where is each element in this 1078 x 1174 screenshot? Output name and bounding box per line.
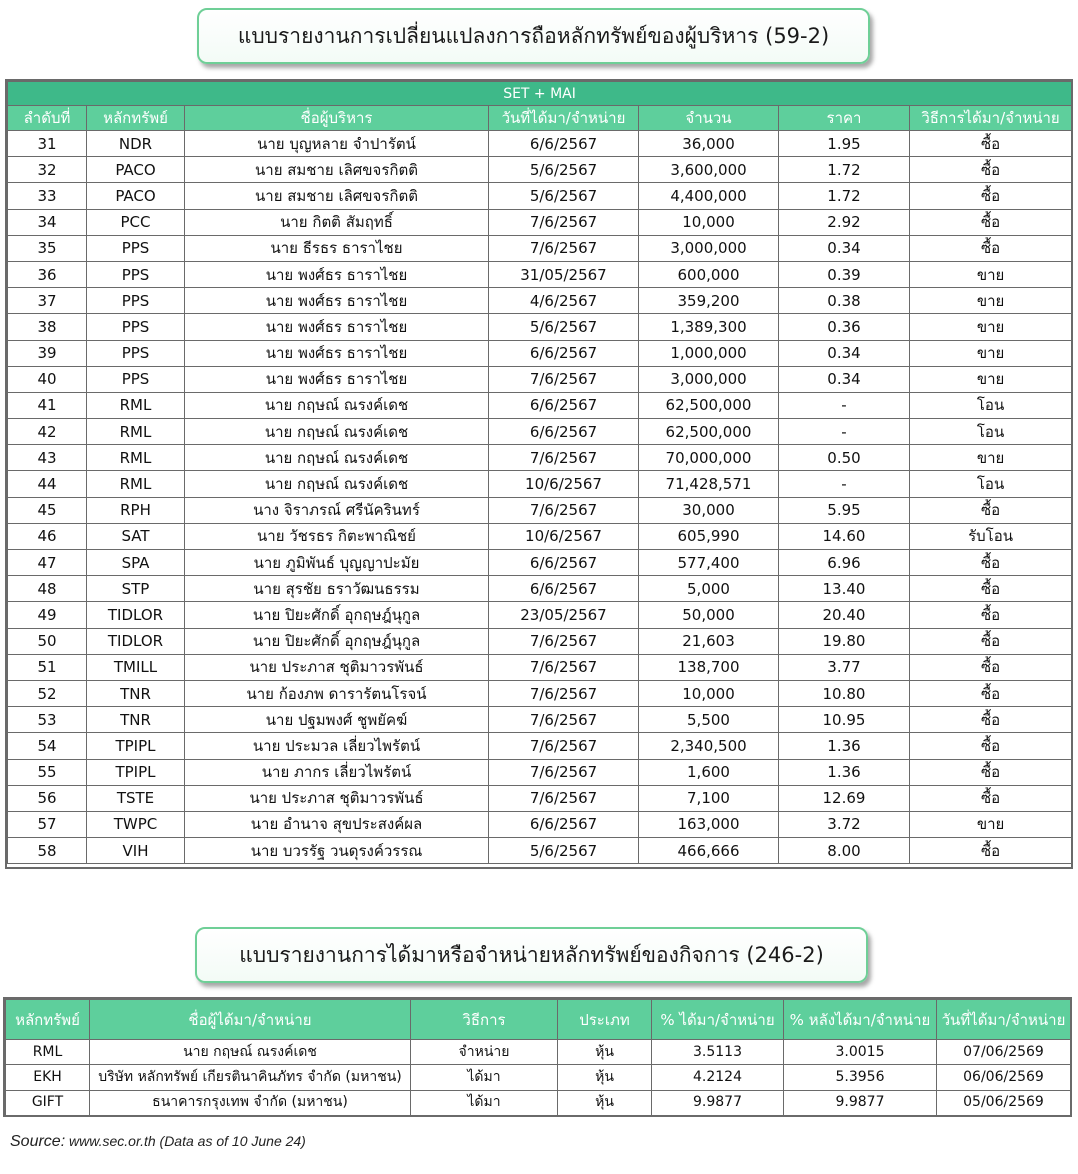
table-row xyxy=(8,471,1072,497)
cell-price: 3.72 xyxy=(779,811,910,837)
cell-security: EKH xyxy=(6,1065,90,1090)
cell-date: 7/6/2567 xyxy=(489,680,639,706)
cell-no: 46 xyxy=(8,523,87,549)
column-header-no: ลำดับที่ xyxy=(8,106,87,131)
cell-security: SAT xyxy=(87,523,185,549)
cell-date: 6/6/2567 xyxy=(489,576,639,602)
cell-security: TNR xyxy=(87,680,185,706)
column-header-executive-name: ชื่อผู้บริหาร xyxy=(185,106,489,131)
cell-date: 5/6/2567 xyxy=(489,838,639,864)
cell-pct-acquired: 9.9877 xyxy=(652,1090,784,1115)
cell-method: ซื้อ xyxy=(910,550,1072,576)
cell-amount: 62,500,000 xyxy=(639,392,779,418)
cell-date: 7/6/2567 xyxy=(489,785,639,811)
cell-method: โอน xyxy=(910,471,1072,497)
cell-price: 1.72 xyxy=(779,157,910,183)
column-header-acquirer-name: ชื่อผู้ได้มา/จำหน่าย xyxy=(90,1000,411,1040)
cell-price: 0.34 xyxy=(779,366,910,392)
cell-executive-name: นาย ปิยะศักดิ์ อุกฤษฎ์นุกูล xyxy=(185,628,489,654)
cell-amount: 466,666 xyxy=(639,838,779,864)
cell-executive-name: นาย สมชาย เลิศขจรกิตติ xyxy=(185,157,489,183)
cell-no: 40 xyxy=(8,366,87,392)
cell-executive-name: นาย กฤษณ์ ณรงค์เดช xyxy=(185,419,489,445)
cell-no: 39 xyxy=(8,340,87,366)
column-header-pct-acquired: % ได้มา/จำหน่าย xyxy=(652,1000,784,1040)
cell-amount: 3,600,000 xyxy=(639,157,779,183)
executive-holdings-table-frame xyxy=(5,79,1073,869)
column-header-date: วันที่ได้มา/จำหน่าย xyxy=(489,106,639,131)
cell-method: ซื้อ xyxy=(910,628,1072,654)
cell-security: RML xyxy=(87,419,185,445)
cell-pct-acquired: 3.5113 xyxy=(652,1040,784,1065)
cell-security: TPIPL xyxy=(87,733,185,759)
cell-method: ซื้อ xyxy=(910,602,1072,628)
cell-no: 55 xyxy=(8,759,87,785)
cell-amount: 2,340,500 xyxy=(639,733,779,759)
cell-amount: 600,000 xyxy=(639,261,779,287)
cell-amount: 5,000 xyxy=(639,576,779,602)
cell-no: 44 xyxy=(8,471,87,497)
cell-method: ซื้อ xyxy=(910,680,1072,706)
column-header-method: วิธีการได้มา/จำหน่าย xyxy=(910,106,1072,131)
cell-no: 32 xyxy=(8,157,87,183)
cell-no: 31 xyxy=(8,131,87,157)
cell-amount: 62,500,000 xyxy=(639,419,779,445)
cell-security: RML xyxy=(87,471,185,497)
table-row xyxy=(8,759,1072,785)
cell-date: 6/6/2567 xyxy=(489,811,639,837)
cell-method: ได้มา xyxy=(411,1090,558,1115)
cell-security: RML xyxy=(6,1040,90,1065)
table-row xyxy=(8,838,1072,864)
cell-security: PCC xyxy=(87,209,185,235)
cell-method: รับโอน xyxy=(910,523,1072,549)
cell-date: 31/05/2567 xyxy=(489,261,639,287)
cell-security: TSTE xyxy=(87,785,185,811)
cell-security: GIFT xyxy=(6,1090,90,1115)
cell-no: 41 xyxy=(8,392,87,418)
cell-method: ซื้อ xyxy=(910,654,1072,680)
cell-amount: 7,100 xyxy=(639,785,779,811)
cell-date: 7/6/2567 xyxy=(489,654,639,680)
cell-amount: 163,000 xyxy=(639,811,779,837)
cell-security: PACO xyxy=(87,157,185,183)
cell-method: โอน xyxy=(910,419,1072,445)
column-header-date: วันที่ได้มา/จำหน่าย xyxy=(937,1000,1071,1040)
cell-amount: 71,428,571 xyxy=(639,471,779,497)
cell-executive-name: นาย พงศ์ธร ธาราไชย xyxy=(185,314,489,340)
cell-date: 6/6/2567 xyxy=(489,131,639,157)
cell-executive-name: นาย กฤษณ์ ณรงค์เดช xyxy=(185,445,489,471)
cell-security: TMILL xyxy=(87,654,185,680)
table-row xyxy=(8,654,1072,680)
cell-price: - xyxy=(779,471,910,497)
cell-no: 47 xyxy=(8,550,87,576)
cell-no: 57 xyxy=(8,811,87,837)
cell-method: ขาย xyxy=(910,288,1072,314)
cell-executive-name: นาย ประมวล เลี่ยวไพรัตน์ xyxy=(185,733,489,759)
cell-method: ซื้อ xyxy=(910,576,1072,602)
cell-date: 7/6/2567 xyxy=(489,497,639,523)
cell-method: ซื้อ xyxy=(910,707,1072,733)
report-title-59-2: แบบรายงานการเปลี่ยนแปลงการถือหลักทรัพย์ของผู้บริหาร (59-2) xyxy=(197,8,870,64)
cell-executive-name: นาย ปฐมพงศ์ ชูพยัคฆ์ xyxy=(185,707,489,733)
cell-price: 19.80 xyxy=(779,628,910,654)
cell-security: STP xyxy=(87,576,185,602)
cell-date: 7/6/2567 xyxy=(489,366,639,392)
cell-amount: 30,000 xyxy=(639,497,779,523)
cell-security: PPS xyxy=(87,288,185,314)
table-row xyxy=(8,366,1072,392)
column-header-amount: จำนวน xyxy=(639,106,779,131)
cell-price: 12.69 xyxy=(779,785,910,811)
cell-price: 13.40 xyxy=(779,576,910,602)
cell-date: 6/6/2567 xyxy=(489,419,639,445)
cell-method: ขาย xyxy=(910,314,1072,340)
cell-executive-name: นาย ภูมิพันธ์ บุญญาปะมัย xyxy=(185,550,489,576)
cell-price: - xyxy=(779,419,910,445)
cell-acquirer-name: ธนาคารกรุงเทพ จำกัด (มหาชน) xyxy=(90,1090,411,1115)
cell-executive-name: นาย พงศ์ธร ธาราไชย xyxy=(185,366,489,392)
cell-price: 0.36 xyxy=(779,314,910,340)
table-row xyxy=(8,288,1072,314)
cell-acquirer-name: บริษัท หลักทรัพย์ เกียรตินาคินภัทร จำกัด (มหาชน) xyxy=(90,1065,411,1090)
cell-security: TPIPL xyxy=(87,759,185,785)
cell-date: 6/6/2567 xyxy=(489,550,639,576)
cell-price: 10.95 xyxy=(779,707,910,733)
cell-no: 45 xyxy=(8,497,87,523)
column-header-type: ประเภท xyxy=(558,1000,652,1040)
cell-price: 0.38 xyxy=(779,288,910,314)
cell-executive-name: นาย ภากร เลี่ยวไพรัตน์ xyxy=(185,759,489,785)
table-row xyxy=(8,811,1072,837)
cell-executive-name: นาย กิตติ สัมฤทธิ์ xyxy=(185,209,489,235)
cell-no: 48 xyxy=(8,576,87,602)
cell-executive-name: นาง จิราภรณ์ ศรีนัครินทร์ xyxy=(185,497,489,523)
cell-amount: 605,990 xyxy=(639,523,779,549)
cell-price: 2.92 xyxy=(779,209,910,235)
table-row xyxy=(8,445,1072,471)
table-row xyxy=(8,340,1072,366)
cell-no: 51 xyxy=(8,654,87,680)
table-row xyxy=(8,576,1072,602)
table-row xyxy=(6,1090,1071,1115)
cell-executive-name: นาย พงศ์ธร ธาราไชย xyxy=(185,261,489,287)
cell-date: 7/6/2567 xyxy=(489,209,639,235)
table-row xyxy=(6,1065,1071,1090)
table-row xyxy=(8,707,1072,733)
cell-method: ได้มา xyxy=(411,1065,558,1090)
cell-executive-name: นาย บุญหลาย จำปารัตน์ xyxy=(185,131,489,157)
cell-method: ซื้อ xyxy=(910,235,1072,261)
cell-date: 5/6/2567 xyxy=(489,157,639,183)
source-note xyxy=(10,1133,306,1151)
cell-amount: 10,000 xyxy=(639,680,779,706)
table-row xyxy=(8,157,1072,183)
cell-method: ซื้อ xyxy=(910,209,1072,235)
cell-date: 7/6/2567 xyxy=(489,445,639,471)
cell-date: 5/6/2567 xyxy=(489,314,639,340)
cell-method: โอน xyxy=(910,392,1072,418)
cell-no: 54 xyxy=(8,733,87,759)
cell-executive-name: นาย บวรรัฐ วนดุรงค์วรรณ xyxy=(185,838,489,864)
table-row xyxy=(8,628,1072,654)
table-row xyxy=(8,261,1072,287)
cell-amount: 1,600 xyxy=(639,759,779,785)
cell-method: ซื้อ xyxy=(910,759,1072,785)
table-row xyxy=(6,1040,1071,1065)
cell-executive-name: นาย กฤษณ์ ณรงค์เดช xyxy=(185,471,489,497)
column-header-price: ราคา xyxy=(779,106,910,131)
cell-method: ขาย xyxy=(910,366,1072,392)
cell-price: 10.80 xyxy=(779,680,910,706)
cell-price: 14.60 xyxy=(779,523,910,549)
table-row xyxy=(8,602,1072,628)
cell-security: NDR xyxy=(87,131,185,157)
cell-security: TNR xyxy=(87,707,185,733)
cell-no: 33 xyxy=(8,183,87,209)
cell-price: 1.36 xyxy=(779,733,910,759)
cell-no: 34 xyxy=(8,209,87,235)
table-row xyxy=(8,680,1072,706)
cell-date: 4/6/2567 xyxy=(489,288,639,314)
cell-no: 42 xyxy=(8,419,87,445)
cell-security: PPS xyxy=(87,366,185,392)
company-acquisition-table xyxy=(5,999,1071,1116)
cell-method: ซื้อ xyxy=(910,497,1072,523)
cell-no: 50 xyxy=(8,628,87,654)
cell-security: TIDLOR xyxy=(87,628,185,654)
cell-no: 49 xyxy=(8,602,87,628)
cell-no: 52 xyxy=(8,680,87,706)
cell-no: 53 xyxy=(8,707,87,733)
company-acquisition-table-frame xyxy=(3,997,1072,1117)
cell-price: 5.95 xyxy=(779,497,910,523)
cell-price: 0.39 xyxy=(779,261,910,287)
cell-security: RML xyxy=(87,445,185,471)
cell-no: 36 xyxy=(8,261,87,287)
executive-holdings-table xyxy=(7,81,1072,864)
cell-date: 7/6/2567 xyxy=(489,235,639,261)
cell-executive-name: นาย กฤษณ์ ณรงค์เดช xyxy=(185,392,489,418)
cell-executive-name: นาย อำนาจ สุขประสงค์ผล xyxy=(185,811,489,837)
cell-executive-name: นาย พงศ์ธร ธาราไชย xyxy=(185,340,489,366)
cell-security: RML xyxy=(87,392,185,418)
cell-amount: 50,000 xyxy=(639,602,779,628)
cell-price: - xyxy=(779,392,910,418)
cell-date: 10/6/2567 xyxy=(489,471,639,497)
cell-security: SPA xyxy=(87,550,185,576)
cell-executive-name: นาย สมชาย เลิศขจรกิตติ xyxy=(185,183,489,209)
cell-amount: 1,000,000 xyxy=(639,340,779,366)
cell-amount: 36,000 xyxy=(639,131,779,157)
cell-no: 58 xyxy=(8,838,87,864)
cell-price: 3.77 xyxy=(779,654,910,680)
cell-no: 56 xyxy=(8,785,87,811)
cell-executive-name: นาย ปิยะศักดิ์ อุกฤษฎ์นุกูล xyxy=(185,602,489,628)
cell-method: ซื้อ xyxy=(910,131,1072,157)
cell-amount: 21,603 xyxy=(639,628,779,654)
column-header-pct-after: % หลังได้มา/จำหน่าย xyxy=(784,1000,937,1040)
table-row xyxy=(8,419,1072,445)
table-row xyxy=(8,209,1072,235)
cell-executive-name: นาย พงศ์ธร ธาราไชย xyxy=(185,288,489,314)
cell-date: 23/05/2567 xyxy=(489,602,639,628)
column-header-security: หลักทรัพย์ xyxy=(87,106,185,131)
cell-amount: 5,500 xyxy=(639,707,779,733)
cell-acquirer-name: นาย กฤษณ์ ณรงค์เดช xyxy=(90,1040,411,1065)
cell-security: TWPC xyxy=(87,811,185,837)
cell-date: 6/6/2567 xyxy=(489,340,639,366)
table-row xyxy=(8,523,1072,549)
table-row xyxy=(8,235,1072,261)
cell-amount: 10,000 xyxy=(639,209,779,235)
table-row xyxy=(8,497,1072,523)
cell-amount: 3,000,000 xyxy=(639,235,779,261)
cell-price: 20.40 xyxy=(779,602,910,628)
cell-price: 0.50 xyxy=(779,445,910,471)
table-row xyxy=(8,785,1072,811)
source-text: www.sec.or.th (Data as of 10 June 24) xyxy=(69,1133,306,1149)
cell-date: 5/6/2567 xyxy=(489,183,639,209)
cell-date: 07/06/2569 xyxy=(937,1040,1071,1065)
cell-date: 7/6/2567 xyxy=(489,628,639,654)
cell-method: ขาย xyxy=(910,261,1072,287)
cell-no: 38 xyxy=(8,314,87,340)
cell-executive-name: นาย ประภาส ชุติมาวรพันธ์ xyxy=(185,785,489,811)
market-band: SET + MAI xyxy=(8,82,1072,106)
cell-pct-after: 3.0015 xyxy=(784,1040,937,1065)
table-row xyxy=(8,550,1072,576)
column-header-security: หลักทรัพย์ xyxy=(6,1000,90,1040)
cell-amount: 3,000,000 xyxy=(639,366,779,392)
cell-no: 35 xyxy=(8,235,87,261)
table-row xyxy=(8,183,1072,209)
cell-security: PACO xyxy=(87,183,185,209)
cell-no: 43 xyxy=(8,445,87,471)
cell-pct-acquired: 4.2124 xyxy=(652,1065,784,1090)
table-row xyxy=(8,131,1072,157)
cell-pct-after: 5.3956 xyxy=(784,1065,937,1090)
cell-executive-name: นาย ก้องภพ ดารารัตนโรจน์ xyxy=(185,680,489,706)
cell-method: ซื้อ xyxy=(910,733,1072,759)
cell-date: 05/06/2569 xyxy=(937,1090,1071,1115)
cell-no: 37 xyxy=(8,288,87,314)
table-row xyxy=(8,392,1072,418)
source-label: Source: xyxy=(10,1133,66,1150)
cell-security: PPS xyxy=(87,261,185,287)
cell-security: RPH xyxy=(87,497,185,523)
cell-method: ซื้อ xyxy=(910,157,1072,183)
cell-method: ซื้อ xyxy=(910,785,1072,811)
cell-type: หุ้น xyxy=(558,1090,652,1115)
cell-amount: 359,200 xyxy=(639,288,779,314)
cell-pct-after: 9.9877 xyxy=(784,1090,937,1115)
cell-executive-name: นาย ประภาส ชุติมาวรพันธ์ xyxy=(185,654,489,680)
cell-date: 7/6/2567 xyxy=(489,707,639,733)
cell-amount: 4,400,000 xyxy=(639,183,779,209)
column-header-method: วิธีการ xyxy=(411,1000,558,1040)
cell-price: 6.96 xyxy=(779,550,910,576)
cell-amount: 138,700 xyxy=(639,654,779,680)
table-row xyxy=(8,314,1072,340)
cell-executive-name: นาย วัชรธร กิตะพาณิชย์ xyxy=(185,523,489,549)
cell-method: ขาย xyxy=(910,445,1072,471)
cell-security: PPS xyxy=(87,340,185,366)
cell-date: 6/6/2567 xyxy=(489,392,639,418)
cell-security: PPS xyxy=(87,314,185,340)
cell-security: VIH xyxy=(87,838,185,864)
cell-date: 7/6/2567 xyxy=(489,759,639,785)
cell-amount: 1,389,300 xyxy=(639,314,779,340)
cell-price: 0.34 xyxy=(779,235,910,261)
cell-amount: 577,400 xyxy=(639,550,779,576)
cell-executive-name: นาย สุรชัย ธราวัฒนธรรม xyxy=(185,576,489,602)
cell-method: ซื้อ xyxy=(910,183,1072,209)
cell-date: 10/6/2567 xyxy=(489,523,639,549)
cell-security: PPS xyxy=(87,235,185,261)
cell-price: 1.95 xyxy=(779,131,910,157)
cell-security: TIDLOR xyxy=(87,602,185,628)
cell-method: ซื้อ xyxy=(910,838,1072,864)
cell-price: 1.72 xyxy=(779,183,910,209)
report-title-246-2: แบบรายงานการได้มาหรือจำหน่ายหลักทรัพย์ของกิจการ (246-2) xyxy=(195,927,868,983)
cell-type: หุ้น xyxy=(558,1065,652,1090)
cell-method: ขาย xyxy=(910,340,1072,366)
cell-method: ขาย xyxy=(910,811,1072,837)
cell-date: 7/6/2567 xyxy=(489,733,639,759)
cell-price: 1.36 xyxy=(779,759,910,785)
cell-price: 8.00 xyxy=(779,838,910,864)
table-row xyxy=(8,733,1072,759)
cell-method: จำหน่าย xyxy=(411,1040,558,1065)
cell-date: 06/06/2569 xyxy=(937,1065,1071,1090)
cell-amount: 70,000,000 xyxy=(639,445,779,471)
cell-executive-name: นาย ธีรธร ธาราไชย xyxy=(185,235,489,261)
cell-price: 0.34 xyxy=(779,340,910,366)
cell-type: หุ้น xyxy=(558,1040,652,1065)
